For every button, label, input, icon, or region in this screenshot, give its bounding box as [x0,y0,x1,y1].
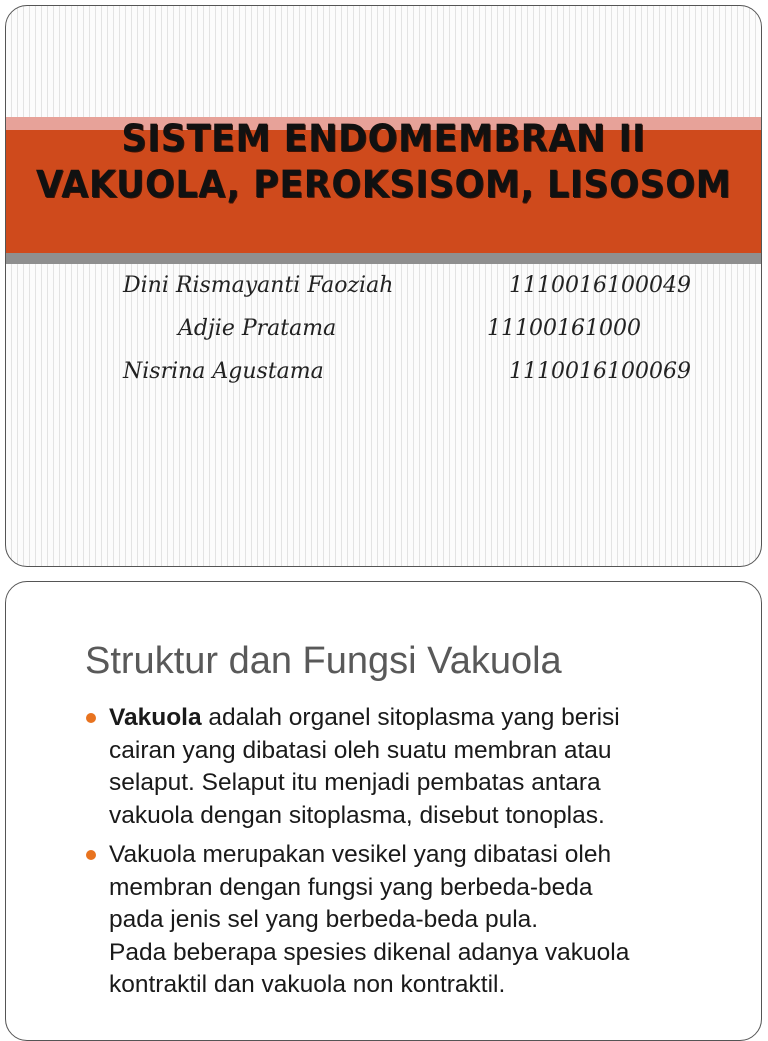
bullet-list [84,702,724,1009]
slide-title-line-2: VAKUOLA, PEROKSISOM, LISOSOM [35,163,732,206]
bullet-line: membran dengan fungsi yang berbeda-beda [109,873,593,901]
bullet-text: adalah organel sitoplasma yang berisi [201,704,620,731]
bullet-bold-term: Vakuola [109,704,202,731]
bullet-line: Vakuola merupakan vesikel yang dibatasi oleh [109,841,612,868]
slide-title-line-1: SISTEM ENDOMEMBRAN II [121,117,646,160]
author-row [6,309,761,349]
author-row [6,352,761,392]
bullet-line: pada jenis sel yang berbeda-beda pula. [109,906,539,933]
bullet-line: vakuola dengan sitoplasma, disebut tonoplas. [109,801,605,829]
title-slide [5,5,762,567]
author-id: 11100161000 [487,316,641,341]
content-slide [5,581,762,1041]
bullet-icon [86,713,96,723]
slide-title [25,116,742,208]
author-id: 1110016100069 [509,359,691,384]
title-band-bottom-stripe [6,253,761,264]
author-name: Dini Rismayanti Faoziah [123,273,394,298]
bullet-line: kontraktil dan vakuola non kontraktil. [109,971,506,998]
list-item [84,839,724,1002]
slide-heading: Struktur dan Fungsi Vakuola [85,640,562,682]
bullet-icon [86,850,96,860]
bullet-line: selaput. Selaput itu menjadi pembatas antara [109,769,601,796]
author-name: Adjie Pratama [178,316,337,341]
author-id: 1110016100049 [509,273,691,298]
author-name: Nisrina Agustama [123,359,324,384]
bullet-line [109,702,724,735]
list-item [84,702,724,832]
bullet-line: Pada beberapa spesies dikenal adanya vakuola [109,938,630,966]
author-row [6,266,761,306]
bullet-line: cairan yang dibatasi oleh suatu membran atau [109,736,612,764]
